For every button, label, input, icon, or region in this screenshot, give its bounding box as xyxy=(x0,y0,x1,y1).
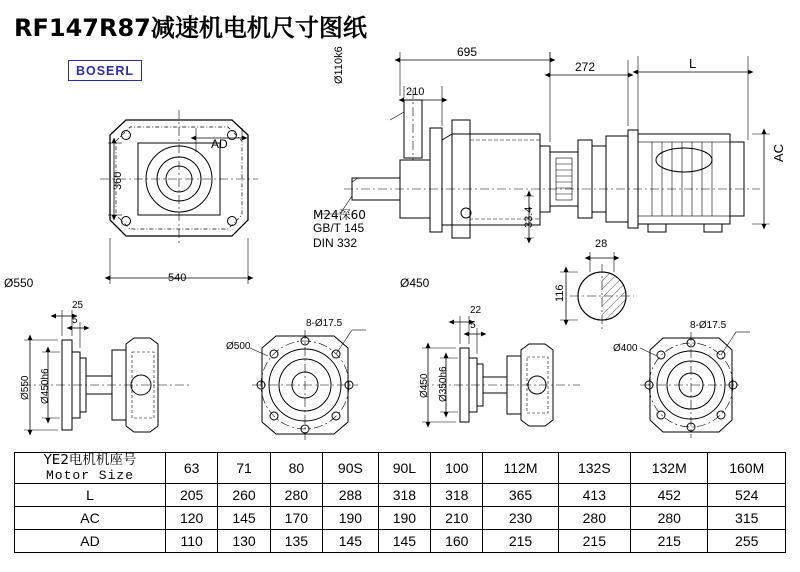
table-cell: 280 xyxy=(558,507,630,530)
table-cell: 160 xyxy=(431,530,483,553)
dim-33-4: 33.4 xyxy=(523,206,535,228)
dim-flange2-5: 5 xyxy=(470,320,476,331)
detail-key-section xyxy=(560,252,634,330)
row-label: L xyxy=(15,484,166,507)
table-cell: 145 xyxy=(218,507,270,530)
label-d550: Ø550 xyxy=(4,276,34,290)
dim-540: 540 xyxy=(168,272,187,284)
dim-360: 360 xyxy=(112,171,124,190)
dim-116: 116 xyxy=(554,284,566,302)
table-cell: 288 xyxy=(323,484,379,507)
row-label: AD xyxy=(15,530,166,553)
table-cell: 215 xyxy=(483,530,558,553)
motor-size-cell: 63 xyxy=(166,453,218,484)
dim-holes-500: 8-Ø17.5 xyxy=(306,318,343,329)
motor-size-cell: 71 xyxy=(218,453,270,484)
table-row xyxy=(15,507,786,530)
table-cell: 260 xyxy=(218,484,270,507)
dim-AC: AC xyxy=(771,143,786,162)
table-row xyxy=(15,484,786,507)
view-assembly-side xyxy=(318,52,770,238)
row-label: AC xyxy=(15,507,166,530)
table-cell: 280 xyxy=(270,484,322,507)
motor-size-cell: 132S xyxy=(558,453,630,484)
table-cell: 145 xyxy=(323,530,379,553)
table-header-label xyxy=(15,453,166,484)
table-header-row xyxy=(15,453,786,484)
dim-AD: AD xyxy=(211,137,228,151)
table-cell: 280 xyxy=(631,507,708,530)
header-label-cn: YE2电机机座号 xyxy=(43,452,137,468)
dim-flange2-350h6: Ø350h6 xyxy=(438,366,449,402)
label-d450: Ø450 xyxy=(400,276,430,290)
dim-flange-d500: Ø500 xyxy=(226,341,251,352)
dim-695: 695 xyxy=(457,45,478,59)
page-title: RF147R87减速机电机尺寸图纸 xyxy=(14,14,367,42)
dim-28: 28 xyxy=(595,238,608,250)
table-cell: 190 xyxy=(378,507,430,530)
table-cell: 190 xyxy=(323,507,379,530)
table-cell: 145 xyxy=(378,530,430,553)
dim-holes-400: 8-Ø17.5 xyxy=(690,320,727,331)
motor-size-cell: 80 xyxy=(270,453,322,484)
dim-d110k6: Ø110k6 xyxy=(333,46,345,84)
dim-flange1-450h6: Ø450h6 xyxy=(40,368,51,404)
table-cell: 452 xyxy=(631,484,708,507)
table-cell: 255 xyxy=(708,530,786,553)
motor-size-cell: 112M xyxy=(483,453,558,484)
table-cell: 170 xyxy=(270,507,322,530)
motor-size-cell: 90S xyxy=(323,453,379,484)
motor-size-cell: 100 xyxy=(431,453,483,484)
table-cell: 205 xyxy=(166,484,218,507)
table-cell: 315 xyxy=(708,507,786,530)
table-row xyxy=(15,530,786,553)
note-thread-3: DIN 332 xyxy=(313,236,358,250)
table-cell: 130 xyxy=(218,530,270,553)
dim-flange1-5: 5 xyxy=(72,315,78,326)
dim-flange2-22: 22 xyxy=(470,305,482,316)
view-front-gearbox xyxy=(100,110,258,284)
note-thread-2: GB/T 145 xyxy=(313,221,365,235)
dim-flange1-25: 25 xyxy=(72,300,84,311)
view-flange-550-side xyxy=(22,310,190,432)
note-thread-1: M24深60 xyxy=(313,208,366,222)
motor-size-table xyxy=(14,452,786,553)
dim-L: L xyxy=(689,56,697,71)
table-cell: 413 xyxy=(558,484,630,507)
table-cell: 210 xyxy=(431,507,483,530)
table-cell: 365 xyxy=(483,484,558,507)
view-flange-400-front xyxy=(640,332,750,438)
dim-flange1-550: Ø550 xyxy=(20,375,31,400)
dim-272: 272 xyxy=(575,60,596,74)
table-cell: 318 xyxy=(431,484,483,507)
dim-210: 210 xyxy=(406,86,425,98)
table-cell: 135 xyxy=(270,530,322,553)
view-flange-500-front xyxy=(250,330,366,440)
dim-flange-d400: Ø400 xyxy=(613,343,638,354)
header-label-en: Motor Size xyxy=(45,467,134,483)
brand-logo: BOSERL xyxy=(68,60,142,81)
table-cell: 524 xyxy=(708,484,786,507)
view-flange-450-side xyxy=(420,316,580,426)
motor-size-cell: 132M xyxy=(631,453,708,484)
table-cell: 318 xyxy=(378,484,430,507)
dim-flange2-450: Ø450 xyxy=(419,373,430,398)
motor-size-cell: 160M xyxy=(708,453,786,484)
table-cell: 215 xyxy=(558,530,630,553)
motor-size-cell: 90L xyxy=(378,453,430,484)
table-cell: 230 xyxy=(483,507,558,530)
table-cell: 215 xyxy=(631,530,708,553)
table-cell: 110 xyxy=(166,530,218,553)
table-cell: 120 xyxy=(166,507,218,530)
